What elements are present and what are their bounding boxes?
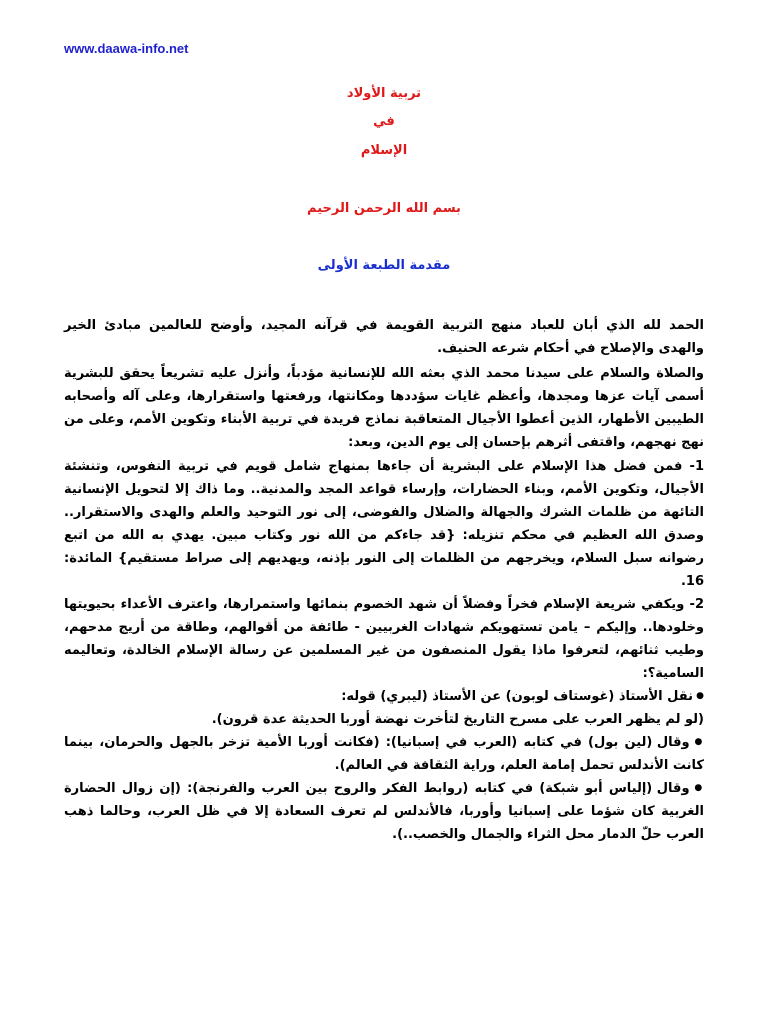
intro-paragraph: الحمد لله الذي أبان للعباد منهج التربية القويمة في قرآنه المجيد، وأوضح للعالمين مبادئ الخير والهدى والإصلاح في أحكام شرعه الحنيف. bbox=[64, 318, 704, 356]
section-title: مقدمة الطبعة الأولى bbox=[317, 258, 451, 273]
title-line-2: في bbox=[373, 114, 395, 129]
basmala: بسم الله الرحمن الرحيم bbox=[307, 201, 461, 216]
quote-1-intro: ● نقل الأستاذ (غوستاف لوبون) عن الأستاذ (ليبري) قوله: bbox=[64, 685, 704, 708]
title-line-1: تربية الأولاد bbox=[346, 86, 422, 101]
salutation-paragraph: والصلاة والسلام على سيدنا محمد الذي بعثه الله للإنسانية مؤدباً، وأنزل عليه تشريعاً يحقق للبشرية أسمى آيات عزها ومجدها، وأعظم غايات سؤددها ومكانتها، ورفعتها واستقرارها، وعلى آله وأصحابه الطيبين الأطهار، الذين أعطوا الأجيال المتعاقبة نماذج فريدة في تربية الأبناء وتكوين الأمم، وعلى من نهج نهجهم، واقتفى أثرهم بإحسان إلى يوم الدين، وبعد: bbox=[64, 366, 704, 450]
document-body bbox=[64, 314, 704, 846]
quote-3-paragraph: ● وقال (إلياس أبو شبكة) في كتابه (روابط الفكر والروح بين العرب والفرنجة): (إن زوال الحضارة الغربية كان شؤما على إسبانيا وأوربا، فالأندلس لم تعرف السعادة إلا في ظل العرب، وحالما ذهب العرب حلّ الدمار محل الثراء والجمال والخصب..). bbox=[64, 777, 704, 846]
title-line-3: الإسلام bbox=[360, 143, 408, 158]
quote-2-paragraph: ● وقال (لين بول) في كتابه (العرب في إسبانيا): (فكانت أوربا الأمية تزخر بالجهل والحرمان، بينما كانت الأندلس تحمل إمامة العلم، وراية الثقافة في العالم). bbox=[64, 731, 704, 777]
website-link[interactable]: www.daawa-info.net bbox=[64, 41, 189, 56]
point-2-paragraph: 2- ويكفي شريعة الإسلام فخراً وفضلاً أن شهد الخصوم بنمائها واستمرارها، واعترف الأعداء بحيويتها وخلودها.. وإليكم – يامن تستهويكم شهادات الغربيين - طائفة من أقوالهم، وطاقة من أريج مدحهم، وطيب ثنائهم، لتعرفوا ماذا يقول المنصفون من غير المسلمين عن رسالة الإسلام الخالدة، وتعاليمه السامية؟: bbox=[64, 597, 704, 681]
quote-1-text: (لو لم يظهر العرب على مسرح التاريخ لتأخرت نهضة أوربا الحديثة عدة قرون). bbox=[211, 712, 704, 727]
point-1-paragraph: 1- فمن فضل هذا الإسلام على البشرية أن جاءها بمنهاج شامل قويم في تربية النفوس، وتنشئة الأجيال، وتكوين الأمم، وبناء الحضارات، وإرساء قواعد المجد والمدنية.. وما ذاك إلا لتحويل الإنسانية التائهة من ظلمات الشرك والجهالة والضلال والفوضى، إلى نور التوحيد والعلم والهدى والاستقرار.. وصدق الله العظيم في محكم تنزيله: {قد جاءكم من الله نور وكتاب مبين. يهدي به الله من اتبع رضوانه سبل السلام، ويخرجهم من الظلمات إلى النور بإذنه، ويهديهم إلى صراط مستقيم} المائدة: 16. bbox=[64, 459, 704, 589]
